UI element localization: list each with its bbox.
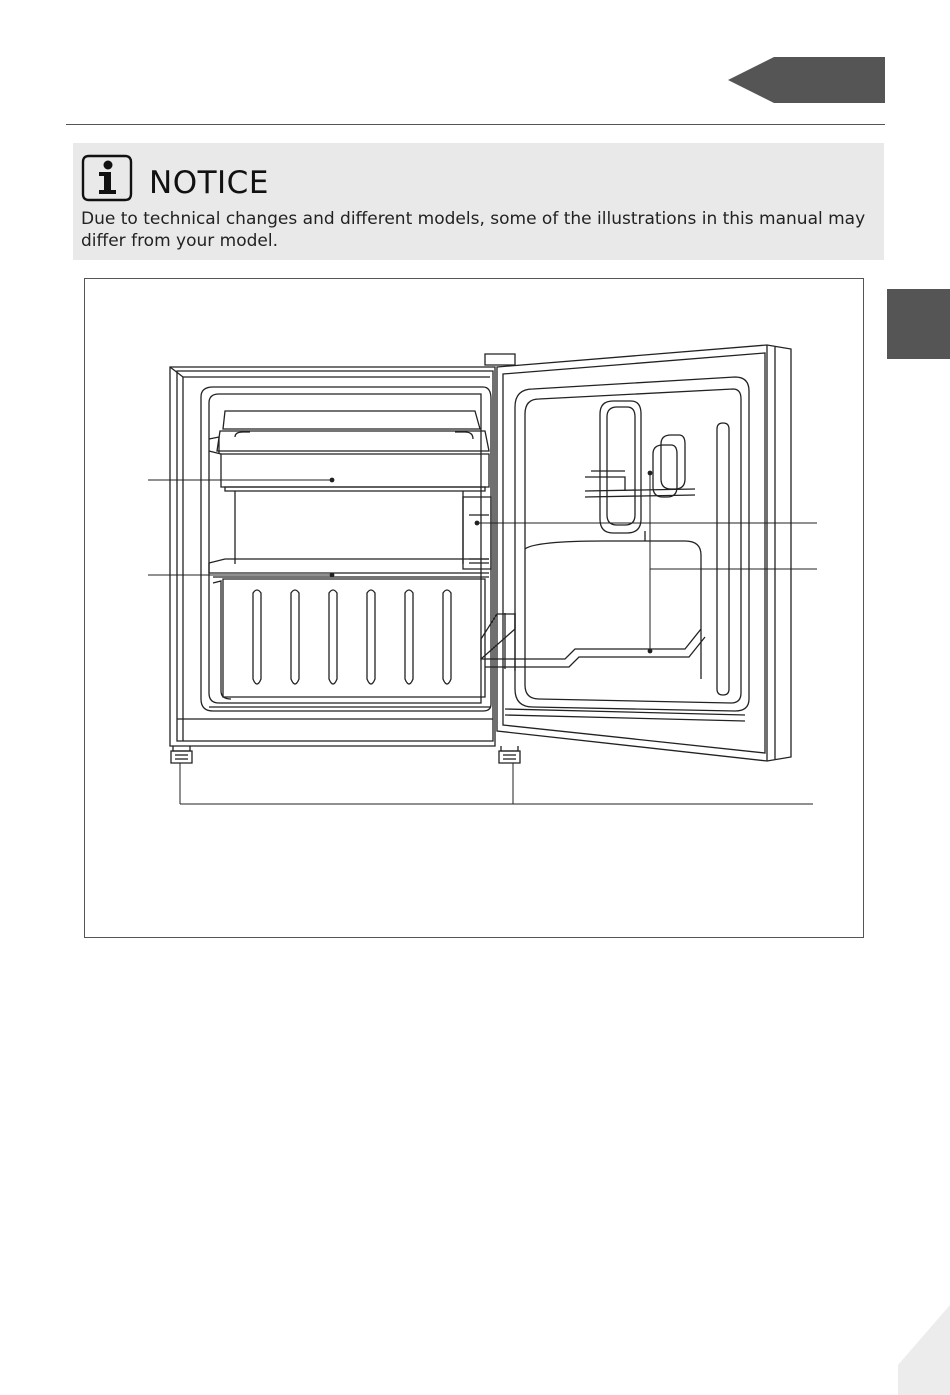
side-tab: [887, 289, 950, 359]
header-tab: [728, 57, 885, 103]
page-corner: [890, 1305, 950, 1395]
info-icon: [81, 154, 133, 202]
notice-text: Due to technical changes and different models, some of the illustrations in this manual may differ from your model.: [81, 209, 866, 251]
figure-frame: [84, 278, 864, 938]
notice-title: NOTICE: [149, 165, 269, 201]
fridge-illustration: [85, 279, 865, 939]
notice-box: [73, 143, 884, 260]
header-rule: [66, 124, 885, 125]
